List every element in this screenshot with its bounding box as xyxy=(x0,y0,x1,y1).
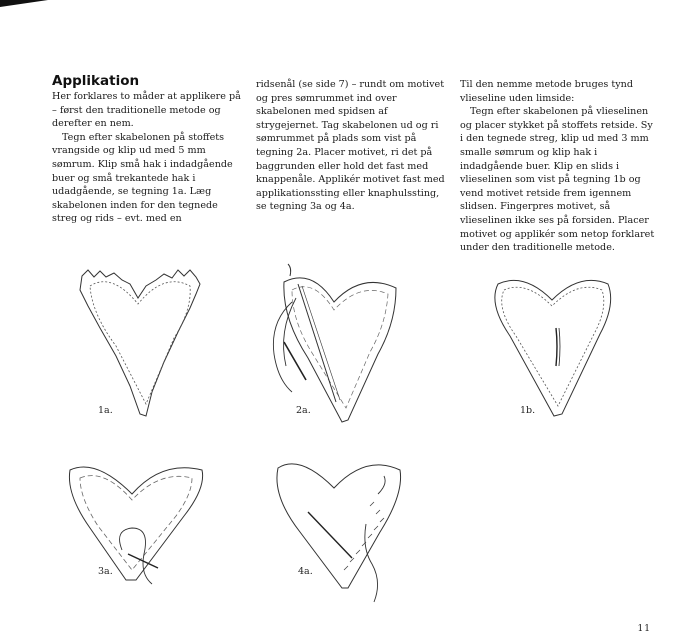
paragraph-easy-method-intro: Til den nemme metode bruges tynd vlieseline uden limside: xyxy=(460,79,633,104)
section-heading: Applikation xyxy=(52,73,140,89)
figure-2a xyxy=(262,262,412,432)
text-column-3 xyxy=(460,78,656,255)
text-column-1 xyxy=(52,72,242,226)
paragraph-easy-method: Tegn efter skabelonen på vlieselinen og placer stykket på stoffets retside. Sy i den tegnede streg, klip ud med 3 mm smalle sømrum og klip hak i indadgående buer. Klip en slids i vlieselinen som vist på tegning 1b og vend motivet retside frem igennem slidsen. Fingerpres motivet, så vlieselinen ikke ses på forsiden. Placer motivet og applikér som netop forklaret under den traditionelle metode. xyxy=(460,106,655,254)
figure-4a xyxy=(270,454,410,604)
heart-appliqued-illustration xyxy=(66,458,216,588)
heart-blanket-stitch-illustration xyxy=(270,454,410,604)
figure-1a xyxy=(72,264,207,424)
figure-3a xyxy=(66,458,216,588)
corner-mark xyxy=(0,0,48,7)
heart-notched-illustration xyxy=(72,264,207,424)
paragraph-traditional-continued: ridsenål (se side 7) – rundt om motivet og pres sømrummet ind over skabelonen med spidsen af strygejernet. Tag skabelonen ud og ri sømrummet på plads som vist på tegning 2a. Placer motivet, ri det på baggrunden eller hold det fast med knappenåle. Applikér motivet fast med applikationssting eller knaphulssting, se tegning 3a og 4a. xyxy=(256,79,445,213)
figure-label-2a: 2a. xyxy=(296,405,311,416)
figure-label-1a: 1a. xyxy=(98,405,113,416)
paragraph-intro: Her forklares to måder at applikere på – først den traditionelle metode og derefter en nem. xyxy=(52,91,241,130)
page-number: 11 xyxy=(637,624,651,634)
paragraph-traditional-method: Tegn efter skabelonen på stoffets vrangside og klip ud med 5 mm sømrum. Klip små hak i indadgående buer og små trekantede hak i udadgående, se tegning 1a. Læg skabelonen inden for den tegnede streg og rids – evt. med en xyxy=(52,131,233,225)
heart-slit-illustration xyxy=(484,274,624,424)
figure-label-3a: 3a. xyxy=(98,566,113,577)
heart-basting-illustration xyxy=(262,262,412,432)
figure-label-4a: 4a. xyxy=(298,566,313,577)
figure-label-1b: 1b. xyxy=(520,405,536,416)
figure-1b xyxy=(484,274,624,424)
text-column-2 xyxy=(256,78,446,214)
